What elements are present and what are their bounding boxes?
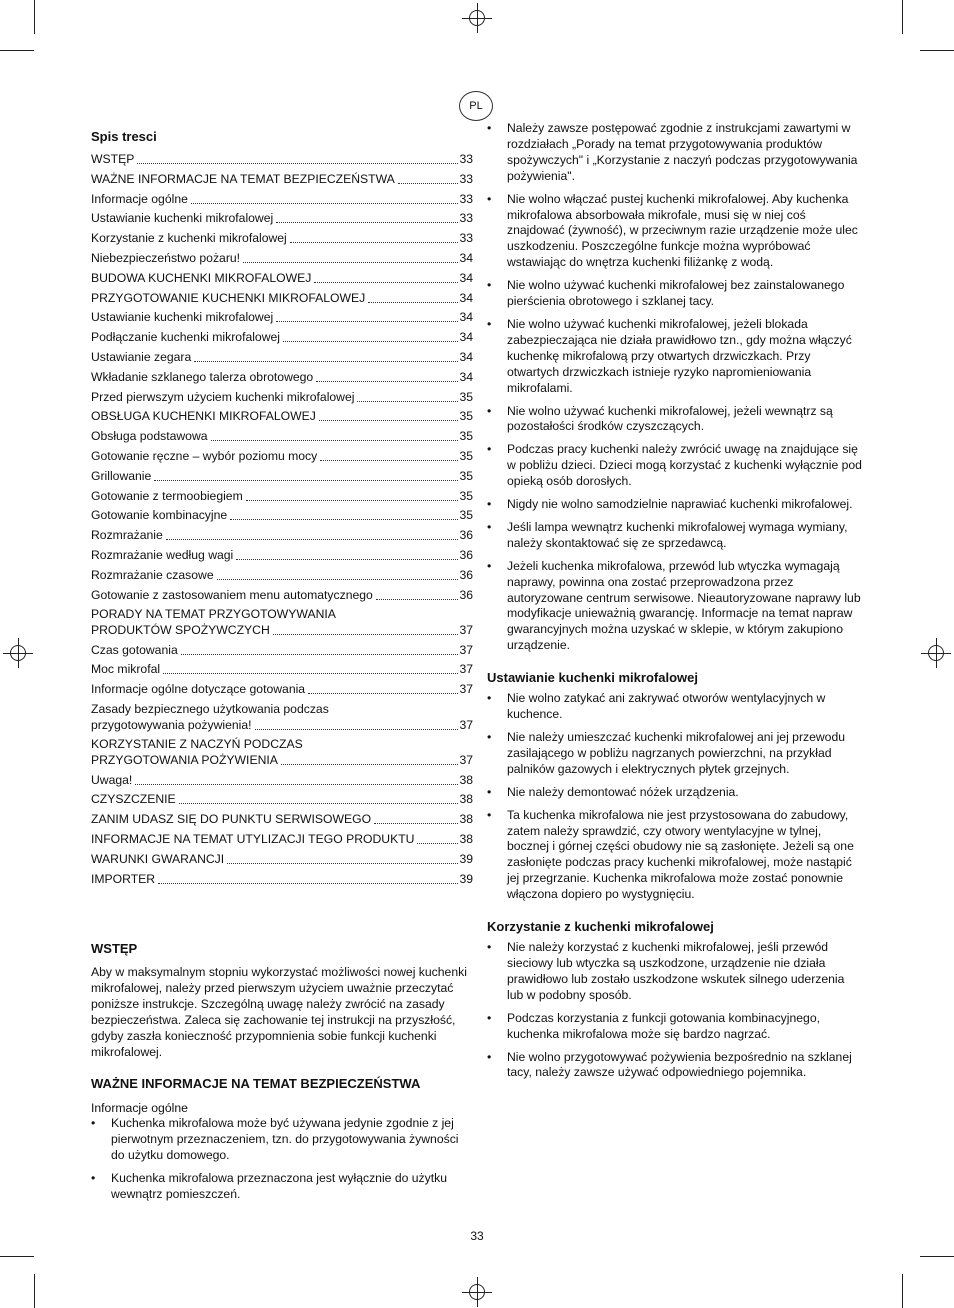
toc-entry-title: Korzystanie z kuchenki mikrofalowej (91, 231, 287, 246)
toc-dot-leader (320, 460, 458, 461)
toc-entry (91, 310, 473, 325)
toc-entry-page: 37 (459, 662, 473, 677)
toc-entry-title: Czas gotowania (91, 642, 178, 657)
toc-entry-title: INFORMACJE NA TEMAT UTYLIZACJI TEGO PRODUKTU (91, 832, 415, 846)
bullet-item: • Nie wolno włączać pustej kuchenki mikrofalowej. Aby kuchenka mikrofalowa absorbowała mikrofale, musi się w niej coś znajdować (żywność), w przeciwnym razie urządzenie może ulec uszkodzeniu. Poszczególne funkcje można wypróbować wstawiając do wnętrza kuchenki filiżankę z wodą. (487, 192, 863, 272)
toc-entry-page: 36 (459, 528, 473, 543)
toc-entry-title: PRZYGOTOWANIE KUCHENKI MIKROFALOWEJ (91, 290, 366, 305)
toc-entry (91, 251, 473, 266)
right-column (487, 121, 863, 1088)
toc-entry-page: 34 (459, 330, 473, 345)
toc-entry (91, 429, 473, 444)
toc-entry-page: 33 (459, 211, 473, 226)
toc-entry-page: 36 (459, 567, 473, 582)
toc-dot-leader (314, 282, 458, 283)
toc-dot-leader (166, 539, 459, 540)
language-badge: PL (459, 91, 493, 121)
toc-entry-page: 38 (459, 832, 473, 846)
toc-entry (91, 409, 473, 424)
bullet-item: • Jeśli lampa wewnątrz kuchenki mikrofalowej wymaga wymiany, należy skontaktować się ze sprzedawcą. (487, 520, 863, 552)
bullet-item: • Nie wolno zatykać ani zakrywać otworów wentylacyjnych w kuchence. (487, 691, 863, 723)
toc-entry-title: Uwaga! (91, 772, 133, 787)
toc-entry-page: 34 (459, 310, 473, 325)
toc-entry-title: Niebezpieczeństwo pożaru! (91, 250, 241, 265)
registration-mark-top (462, 3, 492, 33)
toc-entry-title: Obsługa podstawowa (91, 429, 208, 444)
toc-entry-title: przygotowywania pożywienia! (91, 717, 252, 732)
crop-mark (920, 50, 954, 51)
toc-entry-title: Moc mikrofal (91, 662, 161, 677)
toc-entry (91, 872, 473, 887)
toc-entry-title: Gotowanie ręczne – wybór poziomu mocy (91, 448, 318, 463)
toc-entry (91, 662, 473, 677)
toc-entry-page: 35 (459, 508, 473, 523)
toc-entry-title: Rozmrażanie według wagi (91, 547, 234, 562)
toc-entry-page: 35 (459, 468, 473, 483)
toc-entry (91, 773, 473, 788)
toc-dot-leader (217, 579, 459, 580)
usage-heading: Korzystanie z kuchenki mikrofalowej (487, 919, 714, 935)
toc-entry-page: 38 (459, 772, 473, 787)
toc-dot-leader (135, 784, 458, 785)
toc-entry (91, 682, 473, 697)
toc-entry (91, 231, 473, 246)
crop-mark (34, 0, 35, 34)
toc-dot-leader (194, 361, 458, 362)
toc-entry-title: Rozmrażanie (91, 528, 163, 543)
toc-entry-title: WSTĘP (91, 152, 135, 166)
toc-entry-page: 35 (459, 389, 473, 404)
toc-dot-leader (154, 480, 458, 481)
toc-entry-title: PRODUKTÓW SPOŻYWCZYCH (91, 622, 270, 637)
toc-entry (91, 528, 473, 543)
toc-entry (91, 330, 473, 345)
toc-dot-leader (230, 519, 458, 520)
left-column (91, 129, 473, 1210)
bullet-item: • Jeżeli kuchenka mikrofalowa, przewód lub wtyczka wymagają naprawy, powinna ona zostać przeprowadzona przez autoryzowane centrum serwisowe. Nieautoryzowane naprawy lub modyfikacje unieważnią gwarancję. Informacje na temat napraw gwarancyjnych można uzyskać w sklepie, w którym zakupiono urządzenie. (487, 559, 863, 654)
toc-dot-leader (398, 183, 459, 184)
toc-entry (91, 737, 473, 768)
toc-entry-title: Ustawianie zegara (91, 349, 192, 364)
toc-entry (91, 271, 473, 286)
toc-entry-page: 37 (459, 642, 473, 657)
toc-entry-title: ZANIM UDASZ SIĘ DO PUNKTU SERWISOWEGO (91, 812, 372, 827)
setup-heading: Ustawianie kuchenki mikrofalowej (487, 670, 698, 686)
toc-entry (91, 390, 473, 405)
toc-entry (91, 211, 473, 226)
toc-entry-page: 34 (459, 270, 473, 285)
bullet-item: • Należy zawsze postępować zgodnie z instrukcjami zawartymi w rozdziałach „Porady na temat przygotowywania produktów spożywczych" i „Korzystanie z naczyń podczas przygotowywania pożywienia". (487, 121, 863, 185)
safety-bullets-left (91, 1116, 473, 1203)
toc-entry (91, 792, 473, 807)
toc-entry-page: 35 (459, 488, 473, 503)
toc-entry (91, 291, 473, 306)
toc-entry (91, 607, 473, 638)
toc-entry (91, 172, 473, 187)
toc-dot-leader (316, 381, 458, 382)
toc-entry-title: Wkładanie szklanego talerza obrotowego (91, 369, 314, 384)
toc-entry-title: CZYSZCZENIE (91, 792, 176, 807)
registration-mark-right (921, 638, 951, 668)
toc-entry (91, 643, 473, 658)
toc-entry-page: 37 (459, 717, 473, 732)
page-number: 33 (470, 1229, 484, 1243)
toc-dot-leader (191, 203, 459, 204)
bullet-item: • Podczas pracy kuchenki należy zwrócić uwagę na znajdujące się w pobliżu dzieci. Dzieci mogą korzystać z kuchenki wyłącznie pod opieką osób dorosłych. (487, 442, 863, 490)
toc-entry-title: Ustawianie kuchenki mikrofalowej (91, 310, 274, 325)
bullet-item: • Nie wolno używać kuchenki mikrofalowej, jeżeli wewnątrz są pozostałości środków czyszczących. (487, 404, 863, 436)
toc-dot-leader (255, 729, 459, 730)
toc-entry-title: Informacje ogólne dotyczące gotowania (91, 682, 306, 697)
toc-entry (91, 508, 473, 523)
toc-dot-leader (283, 341, 458, 342)
toc-dot-leader (308, 693, 458, 694)
usage-bullets (487, 940, 863, 1081)
bullet-item: • Kuchenka mikrofalowa może być używana jedynie zgodnie z jej pierwotnym przeznaczeniem, tzn. do przygotowywania żywności do użytku domowego. (91, 1116, 473, 1164)
toc-entry-page: 36 (459, 547, 473, 562)
toc-entry-title: BUDOWA KUCHENKI MIKROFALOWEJ (91, 270, 312, 285)
toc-dot-leader (368, 302, 458, 303)
toc-entry-title: Podłączanie kuchenki mikrofalowej (91, 330, 281, 345)
safety-subheading: Informacje ogólne (91, 1101, 188, 1116)
toc-entry-title: Gotowanie z termoobiegiem (91, 488, 243, 503)
toc-entry-page: 39 (459, 851, 473, 866)
toc-entry (91, 192, 473, 207)
toc-dot-leader (246, 500, 459, 501)
toc-entry-title-line1: PORADY NA TEMAT PRZYGOTOWYWANIA (91, 607, 336, 622)
bullet-item: • Nie należy umieszczać kuchenki mikrofalowej ani jej przewodu zasilającego w pobliżu nagrzanych powierzchni, na przykład palników gazowych i elektrycznych płytek grzejnych. (487, 730, 863, 778)
toc-dot-leader (236, 559, 458, 560)
toc-entry-page: 34 (459, 349, 473, 364)
toc-entry-page: 34 (459, 290, 473, 305)
toc-entry-page: 33 (459, 231, 473, 246)
toc-entry-title: WAŻNE INFORMACJE NA TEMAT BEZPIECZEŃSTWA (91, 171, 395, 186)
toc-entry (91, 449, 473, 464)
crop-mark (0, 50, 34, 51)
toc-entry (91, 832, 473, 847)
bullet-item: • Nie należy demontować nóżek urządzenia. (487, 785, 863, 801)
toc-dot-leader (211, 440, 459, 441)
toc-entry-page: 33 (459, 191, 473, 206)
toc-dot-leader (163, 673, 458, 674)
toc-dot-leader (276, 321, 458, 322)
toc-dot-leader (276, 222, 458, 223)
toc-entry (91, 370, 473, 385)
bullet-item: • Nie wolno używać kuchenki mikrofalowej, jeżeli blokada zabezpieczająca nie działa prawidłowo tzn., gdy można włączyć kuchenkę mikrofalową przy otwartych drzwiczkach. Przy otwartych drzwiczkach istnieje ryzyko napromieniowania mikrofalami. (487, 317, 863, 397)
toc-dot-leader (137, 163, 458, 164)
toc-entry (91, 152, 473, 167)
toc-entry-page: 39 (459, 871, 473, 886)
crop-mark (902, 1274, 903, 1308)
toc-entry-page: 35 (459, 448, 473, 463)
toc-entry-title: Ustawianie kuchenki mikrofalowej (91, 211, 274, 226)
bullet-item: • Nie wolno używać kuchenki mikrofalowej bez zainstalowanego pierścienia obrotowego i szklanej tacy. (487, 278, 863, 310)
toc-dot-leader (281, 764, 459, 765)
toc-entry-title-line1: KORZYSTANIE Z NACZYŃ PODCZAS (91, 737, 303, 752)
toc-entry-page: 33 (459, 152, 473, 166)
toc-entry-page: 38 (459, 812, 473, 827)
crop-mark (34, 1274, 35, 1308)
bullet-item: • Nigdy nie wolno samodzielnie naprawiać kuchenki mikrofalowej. (487, 497, 863, 513)
toc-entry-page: 35 (459, 409, 473, 424)
bullet-item: • Nie wolno przygotowywać pożywienia bezpośrednio na szklanej tacy, należy zawsze używać odpowiedniego pojemnika. (487, 1050, 863, 1082)
registration-mark-bottom (462, 1277, 492, 1307)
safety-bullets-right (487, 121, 863, 654)
toc-entry-title: Gotowanie z zastosowaniem menu automatycznego (91, 587, 373, 602)
bullet-item: • Ta kuchenka mikrofalowa nie jest przystosowana do zabudowy, zatem należy sprawdzić, czy otwory wentylacyjne w tylnej, bocznej i górnej części obudowy nie są zasłonięte. Jeżeli są one zasłonięte podczas pracy kuchenki mikrofalowej, może nastąpić jej przegrzanie. Kuchenka mikrofalowa może zostać ponownie włączona dopiero po wystygnięciu. (487, 808, 863, 903)
toc-entry-page: 34 (459, 250, 473, 265)
bullet-item: • Kuchenka mikrofalowa przeznaczona jest wyłącznie do użytku wewnątrz pomieszczeń. (91, 1171, 473, 1203)
toc-entry (91, 350, 473, 365)
crop-mark (920, 1256, 954, 1257)
table-of-contents (91, 152, 473, 887)
toc-entry-title: PRZYGOTOWANIA POŻYWIENIA (91, 752, 278, 767)
bullet-item: • Podczas korzystania z funkcji gotowania kombinacyjnego, kuchenka mikrofalowa może się bardzo nagrzać. (487, 1011, 863, 1043)
safety-heading: WAŻNE INFORMACJE NA TEMAT BEZPIECZEŃSTWA (91, 1076, 421, 1092)
toc-entry-title: Grillowanie (91, 468, 152, 483)
toc-dot-leader (374, 823, 458, 824)
setup-bullets (487, 691, 863, 903)
intro-paragraph: Aby w maksymalnym stopniu wykorzystać możliwości nowej kuchenki mikrofalowej, należy przed pierwszym użyciem uważnie przeczytać poniższe instrukcje. Szczególną uwagę należy zwrócić na zasady bezpieczeństwa. Zaleca się zachowanie tej instrukcji na przyszłość, gdyby zaszła konieczność przypomnienia sobie funkcji kuchenki mikrofalowej. (91, 965, 467, 1060)
toc-dot-leader (181, 654, 459, 655)
toc-dot-leader (273, 634, 459, 635)
crop-mark (0, 1256, 34, 1257)
toc-entry (91, 469, 473, 484)
toc-entry-page: 34 (459, 369, 473, 384)
toc-dot-leader (290, 242, 459, 243)
toc-entry (91, 852, 473, 867)
toc-dot-leader (158, 883, 458, 884)
toc-entry-page: 37 (459, 622, 473, 637)
toc-dot-leader (319, 420, 459, 421)
toc-dot-leader (243, 262, 458, 263)
toc-entry (91, 812, 473, 827)
toc-entry-title: IMPORTER (91, 871, 156, 886)
toc-dot-leader (357, 401, 458, 402)
toc-entry-title: Rozmrażanie czasowe (91, 567, 214, 582)
toc-entry-title: WARUNKI GWARANCJI (91, 851, 225, 866)
toc-entry-title-line1: Zasady bezpiecznego użytkowania podczas (91, 702, 329, 717)
toc-entry-page: 37 (459, 682, 473, 697)
toc-entry (91, 548, 473, 563)
toc-entry (91, 702, 473, 733)
toc-entry (91, 588, 473, 603)
toc-entry-title: Informacje ogólne (91, 191, 188, 206)
bullet-item: • Nie należy korzystać z kuchenki mikrofalowej, jeśli przewód sieciowy lub wtyczka są uszkodzone, urządzenie nie działa prawidłowo lub zostało uszkodzone wskutek silnego uderzenia lub w podobny sposób. (487, 940, 863, 1004)
toc-dot-leader (417, 843, 458, 844)
toc-entry-page: 35 (459, 429, 473, 444)
toc-entry-title: OBSŁUGA KUCHENKI MIKROFALOWEJ (91, 409, 316, 424)
registration-mark-left (3, 638, 33, 668)
intro-heading: WSTĘP (91, 941, 138, 957)
crop-mark (902, 0, 903, 34)
toc-entry-page: 33 (459, 171, 473, 186)
toc-dot-leader (376, 599, 459, 600)
toc-entry-title: Przed pierwszym użyciem kuchenki mikrofalowej (91, 389, 355, 404)
toc-entry-page: 37 (459, 752, 473, 767)
toc-dot-leader (227, 863, 458, 864)
toc-entry-page: 38 (459, 792, 473, 807)
toc-heading: Spis tresci (91, 129, 157, 144)
toc-dot-leader (179, 803, 459, 804)
toc-entry (91, 568, 473, 583)
toc-entry-page: 36 (459, 587, 473, 602)
toc-entry-title: Gotowanie kombinacyjne (91, 508, 228, 523)
toc-entry (91, 489, 473, 504)
